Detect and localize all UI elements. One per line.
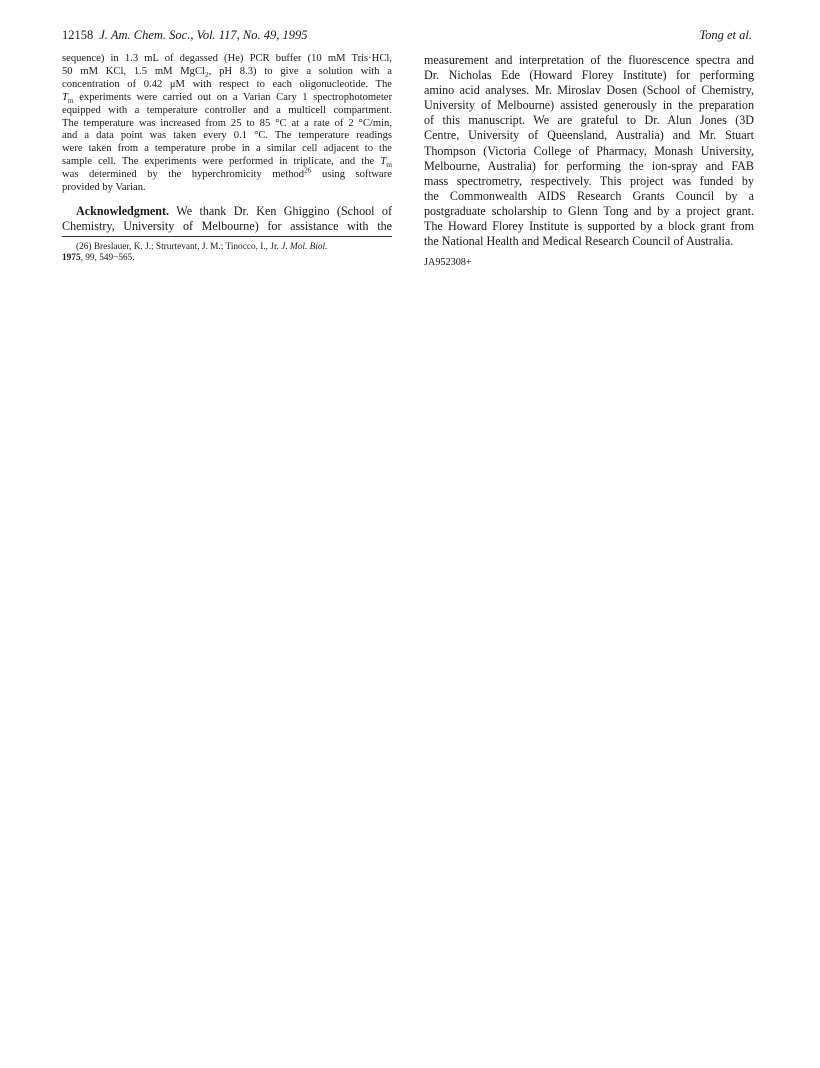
text-line: equipped with a temperature controller and a multicell compartment. xyxy=(62,104,392,116)
acknowledgment-heading: Acknowledgment. xyxy=(76,203,170,218)
text-line: was determined by the hyperchromicity method$^{26}$ using software xyxy=(62,165,392,181)
text-line: Thompson (Victoria College of Pharmacy, Monash University, xyxy=(424,143,754,158)
header-authors: Tong et al. xyxy=(699,28,752,42)
text-line: $T_m$ experiments were carried out on a Varian Cary 1 spectrophotometer xyxy=(62,91,392,105)
text-line: concentration of 0.42 μM with respect to each oligonucleotide. The xyxy=(62,78,392,90)
text-line: the Commonwealth AIDS Research Grants Council by a xyxy=(424,188,754,203)
text-line: provided by Varian. xyxy=(62,182,146,194)
text-line: Acknowledgment. We thank Dr. Ken Ghiggino (School of xyxy=(76,203,392,218)
text-line: measurement and interpretation of the fluorescence spectra and xyxy=(424,53,754,67)
text-line: postgraduate scholarship to Glenn Tong and by a project grant. xyxy=(424,203,754,218)
text-line: 1975, 99, 549−565. xyxy=(62,253,135,264)
acknowledgment-paragraph xyxy=(62,204,392,234)
text-line: sequence) in 1.3 mL of degassed (He) PCR buffer (10 mM Tris·HCl, xyxy=(62,53,392,64)
text-line: Centre, University of Queensland, Australia) and Mr. Stuart xyxy=(424,128,754,143)
text-line: 50 mM KCl, 1.5 mM MgCl$_2$, pH 8.3) to give a solution with a xyxy=(62,65,392,80)
left-column xyxy=(62,53,392,265)
manuscript-code: JA952308+ xyxy=(424,257,472,269)
reference-26 xyxy=(62,242,392,265)
journal-citation: J. Am. Chem. Soc., Vol. 117, No. 49, 1995 xyxy=(99,28,308,42)
text-line: the National Health and Medical Research Council of Australia. xyxy=(424,234,734,249)
subscript: m xyxy=(67,95,74,105)
methods-paragraph xyxy=(62,53,392,195)
text-line: were taken from a temperature probe in a similar cell adjacent to the xyxy=(62,143,392,155)
citation-superscript: 26 xyxy=(304,165,312,175)
text-line: mass spectrometry, respectively. This project was funded by xyxy=(424,173,754,188)
text-line: The temperature was increased from 25 to 85 °C at a rate of 2 °C/min, xyxy=(62,117,392,129)
acknowledgment-continuation xyxy=(424,53,754,249)
subscript: 2 xyxy=(204,70,209,80)
right-column xyxy=(424,53,754,268)
text-line: and a data point was taken every 0.1 °C. The temperature readings xyxy=(62,130,392,142)
text-line: of this manuscript. We are grateful to Dr. Alun Jones (3D xyxy=(424,113,754,128)
subscript: m xyxy=(386,160,392,170)
page-number: 12158 xyxy=(62,28,94,42)
text-line: The Howard Florey Institute is supported by a block grant from xyxy=(424,219,754,234)
text-line: amino acid analyses. Mr. Miroslav Dosen (School of Chemistry, xyxy=(424,83,754,98)
text-line: Dr. Nicholas Ede (Howard Florey Institute) for performing xyxy=(424,68,754,83)
text-line: University of Melbourne) assisted generously in the preparation xyxy=(424,98,754,113)
running-header xyxy=(62,28,752,46)
text-line: (26) Breslauer, K. J.; Strurtevant, J. M.; Tinocco, I., Jr. J. Mol. Biol. xyxy=(76,241,328,252)
header-left xyxy=(62,28,307,43)
text-line: Chemistry, University of Melbourne) for assistance with the xyxy=(62,218,392,233)
footnote-rule xyxy=(62,236,392,237)
text-line: Melbourne, Australia) for performing the ion-spray and FAB xyxy=(424,158,754,173)
text-line: sample cell. The experiments were performed in triplicate, and the $T_m$ xyxy=(62,156,392,170)
